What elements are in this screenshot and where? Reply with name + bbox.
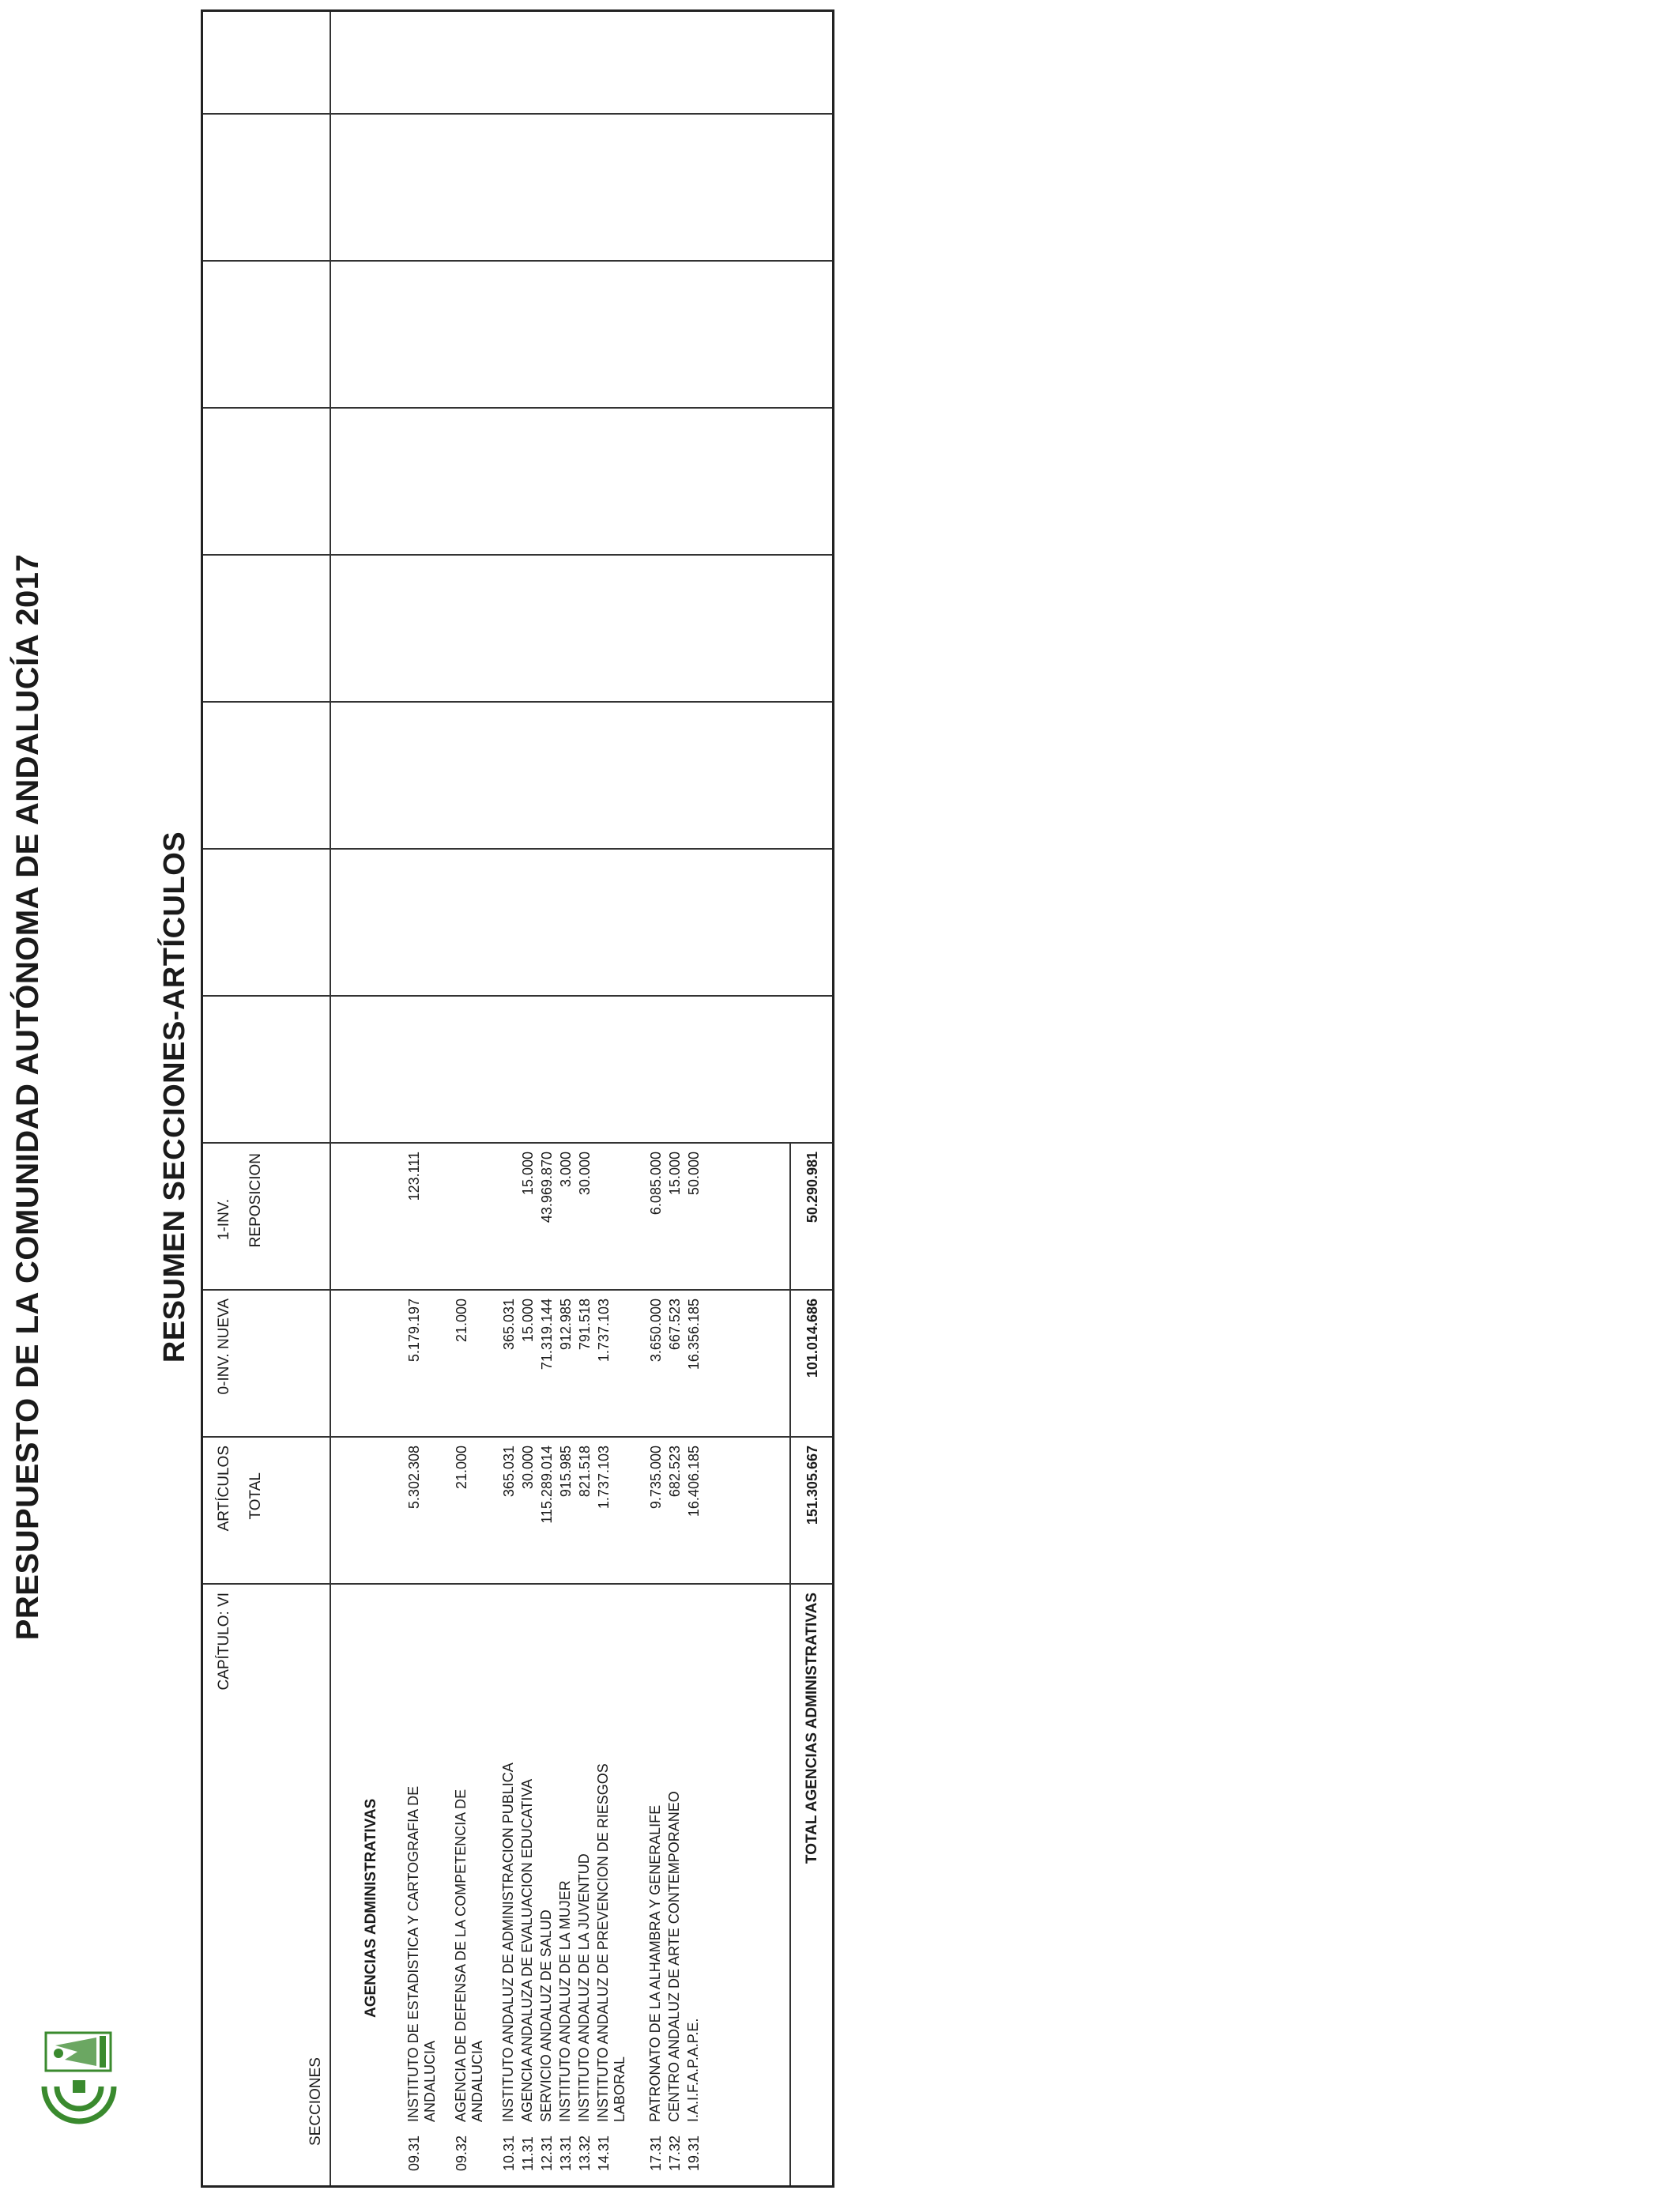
row-code: 12.31	[539, 2135, 555, 2171]
group-title: AGENCIAS ADMINISTRATIVAS	[363, 1798, 379, 2018]
row-inv-nueva: 71.319.144	[539, 1299, 555, 1370]
row-inv-reposicion: 123.111	[406, 1152, 422, 1201]
row-inv-reposicion: 30.000	[577, 1152, 593, 1196]
column-divider	[203, 1142, 832, 1144]
row-inv-nueva: 16.356.185	[686, 1299, 702, 1370]
total-row-inv-nueva: 101.014.686	[804, 1299, 820, 1378]
column-divider	[203, 554, 832, 556]
column-divider	[203, 995, 832, 997]
row-name: I.A.I.F.A.P.A.P.E.	[685, 2018, 701, 2122]
column-divider	[203, 1289, 832, 1291]
row-name: INSTITUTO ANDALUZ DE LA JUVENTUD	[576, 1853, 592, 2122]
total-row-inv-reposicion: 50.290.981	[804, 1152, 820, 1223]
row-articulos-total: 365.031	[501, 1446, 517, 1498]
col-reposicion-header-line2: REPOSICION	[247, 1153, 264, 1248]
col-total-header-line1: ARTÍCULOS	[216, 1446, 232, 1532]
row-articulos-total: 30.000	[520, 1446, 536, 1490]
row-name: INSTITUTO ANDALUZ DE PREVENCION DE RIESGOS LABORAL	[595, 1763, 627, 2122]
row-inv-nueva: 5.179.197	[406, 1299, 422, 1363]
row-inv-reposicion: 15.000	[667, 1152, 683, 1196]
row-inv-nueva: 667.523	[667, 1299, 683, 1351]
capitulo-header: CAPÍTULO: VI	[216, 1593, 232, 1691]
row-inv-nueva: 3.650.000	[648, 1299, 664, 1363]
row-inv-reposicion: 43.969.870	[539, 1152, 555, 1223]
column-divider	[203, 260, 832, 262]
row-articulos-total: 821.518	[577, 1446, 593, 1498]
row-inv-nueva: 21.000	[454, 1299, 469, 1343]
row-code: 13.31	[558, 2135, 574, 2171]
row-inv-reposicion: 50.000	[686, 1152, 702, 1196]
row-name: INSTITUTO ANDALUZ DE LA MUJER	[557, 1880, 573, 2122]
row-code: 09.32	[454, 2135, 469, 2171]
row-articulos-total: 5.302.308	[406, 1446, 422, 1510]
col-reposicion-header-line1: 1-INV.	[216, 1199, 232, 1241]
row-code: 17.31	[648, 2135, 664, 2171]
row-code: 10.31	[501, 2135, 517, 2171]
column-divider	[203, 701, 832, 703]
row-name: PATRONATO DE LA ALHAMBRA Y GENERALIFE	[647, 1804, 663, 2122]
document-title: PRESUPUESTO DE LA COMUNIDAD AUTÓNOMA DE ANDALUCÍA 2017	[10, 553, 45, 1641]
row-articulos-total: 9.735.000	[648, 1446, 664, 1510]
header-separator	[330, 12, 331, 2185]
row-articulos-total: 16.406.185	[686, 1446, 702, 1517]
row-code: 09.31	[406, 2135, 422, 2171]
row-inv-nueva: 365.031	[501, 1299, 517, 1351]
column-divider	[203, 113, 832, 115]
column-divider	[203, 1436, 832, 1438]
row-name: AGENCIA DE DEFENSA DE LA COMPETENCIA DE ANDALUCIA	[453, 1789, 485, 2122]
row-code: 19.31	[686, 2135, 702, 2171]
total-row-articulos: 151.305.667	[804, 1446, 820, 1525]
row-name: AGENCIA ANDALUZA DE EVALUACION EDUCATIVA	[519, 1778, 535, 2122]
row-inv-reposicion: 15.000	[520, 1152, 536, 1196]
row-inv-nueva: 15.000	[520, 1299, 536, 1343]
row-articulos-total: 21.000	[454, 1446, 469, 1490]
junta-de-andalucia-logo-icon	[17, 2028, 142, 2139]
row-inv-nueva: 1.737.103	[596, 1299, 612, 1363]
column-divider	[203, 407, 832, 409]
summary-table	[201, 9, 834, 2188]
row-name: SERVICIO ANDALUZ DE SALUD	[538, 1909, 554, 2122]
document-subtitle: RESUMEN SECCIONES-ARTÍCULOS	[158, 831, 191, 1363]
row-code: 14.31	[596, 2135, 612, 2171]
row-inv-nueva: 912.985	[558, 1299, 574, 1351]
row-code: 11.31	[520, 2136, 536, 2171]
row-articulos-total: 915.985	[558, 1446, 574, 1498]
row-name: CENTRO ANDALUZ DE ARTE CONTEMPORANEO	[666, 1791, 682, 2122]
total-separator	[789, 1144, 791, 2185]
row-articulos-total: 682.523	[667, 1446, 683, 1498]
row-code: 17.32	[667, 2135, 683, 2171]
row-inv-reposicion: 6.085.000	[648, 1152, 664, 1216]
total-row-label: TOTAL AGENCIAS ADMINISTRATIVAS	[804, 1593, 820, 1864]
row-code: 13.32	[577, 2135, 593, 2171]
column-divider	[203, 1583, 832, 1585]
column-divider	[203, 848, 832, 850]
row-inv-nueva: 791.518	[577, 1299, 593, 1351]
row-inv-reposicion: 3.000	[558, 1152, 574, 1188]
col-total-header-line2: TOTAL	[247, 1472, 264, 1520]
col-nueva-header-line1: 0-INV. NUEVA	[216, 1299, 232, 1395]
row-name: INSTITUTO ANDALUZ DE ADMINISTRACION PUBLICA	[500, 1762, 516, 2122]
row-articulos-total: 1.737.103	[596, 1446, 612, 1510]
secciones-header: SECCIONES	[307, 2057, 324, 2146]
row-name: INSTITUTO DE ESTADISTICA Y CARTOGRAFIA DE ANDALUCIA	[405, 1785, 438, 2122]
row-articulos-total: 115.289.014	[539, 1446, 555, 1524]
